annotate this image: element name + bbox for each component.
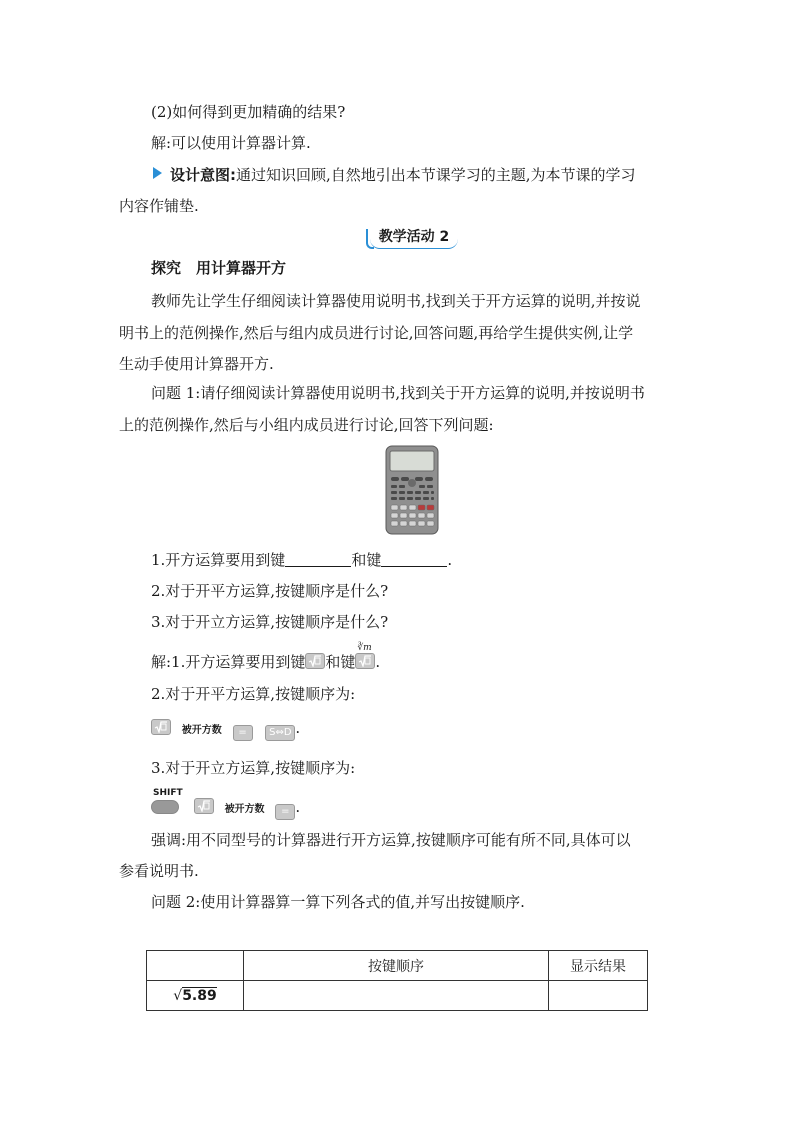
emphasis-line1: 强调:用不同型号的计算器进行开方运算,按键顺序可能有所不同,具体可以 — [151, 831, 631, 849]
table-cell-expression — [147, 981, 244, 1011]
table-cell-result[interactable] — [549, 981, 648, 1011]
answer-1-text: 解:1.开方运算要用到键 — [151, 653, 306, 671]
sqrt-key-icon — [151, 719, 171, 735]
equals-key-icon: = — [233, 725, 253, 741]
radicand-label: 被开方数 — [181, 725, 222, 736]
shift-key-icon — [151, 800, 179, 814]
question-2: 2.对于开平方运算,按键顺序是什么? — [151, 582, 389, 600]
intro-line3: 生动手使用计算器开方. — [119, 355, 274, 373]
s-d-key-icon: S⇔D — [265, 725, 295, 741]
cube-root-key-icon — [355, 653, 375, 669]
problem2-text: 问题 2:使用计算器算一算下列各式的值,并写出按键顺序. — [151, 893, 525, 911]
answer-2: 2.对于开平方运算,按键顺序为: — [151, 685, 356, 703]
sequence-period: . — [295, 719, 301, 737]
table-cell-keys[interactable] — [244, 981, 549, 1011]
design-intent-line1 — [153, 165, 636, 185]
emphasis-line2: 参看说明书. — [119, 862, 199, 880]
square-root-sequence — [151, 718, 300, 741]
answer-3: 3.对于开立方运算,按键顺序为: — [151, 759, 356, 777]
intro-line2: 明书上的范例操作,然后与组内成员进行讨论,回答问题,再给学生提供实例,让学 — [119, 324, 634, 342]
table-header-row — [147, 951, 648, 981]
question-1-and: 和键 — [351, 551, 382, 569]
cube-root-label: ∛m — [357, 643, 372, 653]
answer-blank-2 — [381, 552, 447, 567]
intro-line1: 教师先让学生仔细阅读计算器使用说明书,找到关于开方运算的说明,并按说 — [151, 292, 641, 310]
question-1-period: . — [447, 551, 453, 569]
question-3: 3.对于开立方运算,按键顺序是什么? — [151, 613, 389, 631]
cube-root-sequence — [151, 797, 300, 820]
question-1 — [151, 550, 452, 570]
triangle-marker-icon — [153, 167, 162, 179]
shift-label: SHIFT — [153, 788, 183, 798]
table-header-cell: 显示结果 — [549, 951, 648, 981]
sqrt-symbol-icon: √ — [173, 987, 183, 1004]
design-intent-text: 通过知识回顾,自然地引出本节课学习的主题,为本节课的学习 — [236, 166, 636, 184]
sqrt-key-icon — [194, 798, 214, 814]
sqrt-key-icon — [305, 653, 325, 669]
sequence-period: . — [295, 798, 301, 816]
equals-key-icon: = — [275, 804, 295, 820]
calculator-image — [385, 445, 439, 535]
design-intent-label: 设计意图: — [170, 166, 236, 184]
answer-blank-1 — [285, 552, 351, 567]
table-header-cell: 按键顺序 — [244, 951, 549, 981]
problem1-line2: 上的范例操作,然后与小组内成员进行讨论,回答下列问题: — [119, 416, 494, 434]
question-1-text: 1.开方运算要用到键 — [151, 551, 286, 569]
answer-2-text: 解:可以使用计算器计算. — [151, 134, 311, 152]
design-intent-line2: 内容作铺垫. — [119, 197, 199, 215]
activity-title: 教学活动 2 — [370, 226, 458, 249]
radicand-value: 5.89 — [182, 987, 217, 1004]
table-header-cell — [147, 951, 244, 981]
answer-1-and: 和键 — [325, 653, 356, 671]
problem1-line1: 问题 1:请仔细阅读计算器使用说明书,找到关于开方运算的说明,并按说明书 — [151, 384, 645, 402]
radicand-label: 被开方数 — [224, 804, 265, 815]
result-table — [146, 950, 648, 1011]
question-2-text: (2)如何得到更加精确的结果? — [151, 103, 346, 121]
table-row — [147, 981, 648, 1011]
explore-heading: 探究 用计算器开方 — [151, 259, 287, 277]
answer-1-period: . — [375, 653, 381, 671]
answer-1 — [151, 643, 381, 672]
